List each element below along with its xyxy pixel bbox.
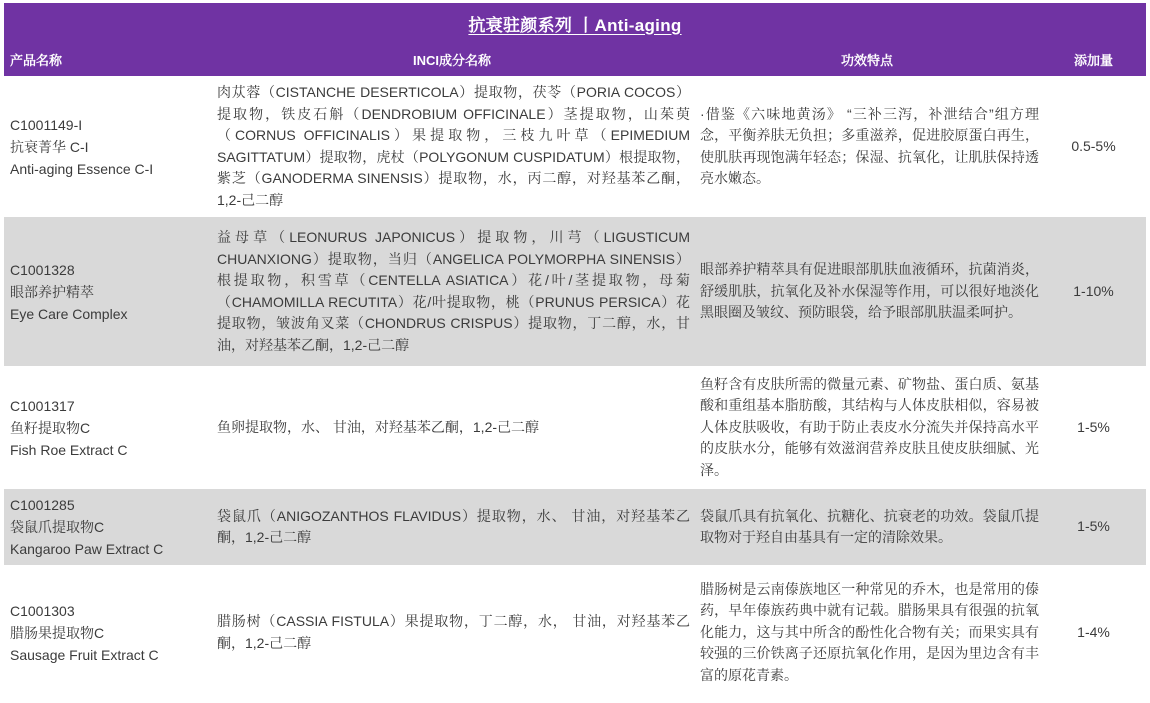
product-name-en: Kangaroo Paw Extract C — [10, 541, 164, 557]
series-title: 抗衰驻颜系列 丨Anti-aging — [468, 15, 682, 35]
column-header-features: 功效特点 — [840, 53, 893, 68]
column-header-dosage: 添加量 — [1073, 53, 1113, 68]
product-name-en: Eye Care Complex — [10, 305, 128, 322]
features-cell: ·借鉴《六味地黄汤》 “三补三泻，补泄结合”组方理念，平衡养肤无负担；多重滋养，促进胶原蛋白再生，使肌肤再现饱满年轻态；保湿、抗氧化，让肌肤保持透亮水嫩态。 — [700, 105, 1039, 186]
features-cell: 袋鼠爪具有抗氧化、抗糖化、抗衰老的功效。袋鼠爪提取物对于羟自由基具有一定的清除效果。 — [700, 507, 1039, 545]
series-title-band — [4, 3, 1146, 43]
table-row — [4, 489, 1146, 565]
product-name-cn: 眼部养护精萃 — [10, 283, 94, 300]
dosage-cell: 1-4% — [1077, 623, 1110, 640]
product-name-cn: 袋鼠爪提取物C — [10, 519, 105, 535]
column-header-product: 产品名称 — [10, 53, 63, 68]
product-name-en: Anti-aging Essence C-I — [10, 160, 154, 177]
product-code: C1001149-I — [10, 116, 83, 133]
inci-cell: 腊肠树（CASSIA FISTULA）果提取物，丁二醇，水， 甘油，对羟基苯乙酮，1,2-己二醇 — [217, 613, 690, 651]
table-row — [4, 217, 1146, 366]
inci-cell: 袋鼠爪（ANIGOZANTHOS FLAVIDUS）提取物，水、 甘油，对羟基苯乙酮，1,2-己二醇 — [217, 507, 690, 545]
table-row — [4, 366, 1146, 489]
product-name-cell — [4, 395, 211, 461]
inci-cell: 肉苁蓉（CISTANCHE DESERTICOLA）提取物，茯苓（PORIA COCOS）提取物，铁皮石斛（DENDROBIUM OFFICINALE）茎提取物，山茱萸（CORNUS OFFICINALIS）果提取物，三枝九叶草（EPIMEDIUM SAGITTATUM）提取物，虎杖（POLYGONUM CUSPIDATUM）根提取物，紫芝（GANODERMA SINENSIS）提取物，水，丙二醇，对羟基苯乙酮，1,2-己二醇 — [217, 84, 690, 208]
features-cell: 腊肠树是云南傣族地区一种常见的乔木，也是常用的傣药，早年傣族药典中就有记载。腊肠果具有很强的抗氧化能力，这与其中所含的酚性化合物有关；而果实具有较强的三价铁离子还原抗氧化作用，是因为里边含有丰富的原花青素。 — [700, 580, 1039, 683]
table-header — [4, 3, 1146, 76]
dosage-cell: 0.5-5% — [1071, 137, 1116, 154]
product-name-cn: 鱼籽提取物C — [10, 419, 91, 436]
product-name-cn: 抗衰菁华 C-I — [10, 138, 89, 155]
dosage-cell: 1-10% — [1073, 282, 1114, 299]
dosage-cell: 1-5% — [1077, 418, 1110, 435]
product-table — [4, 3, 1146, 700]
product-name-cell — [4, 600, 211, 666]
inci-cell: 鱼卵提取物，水、 甘油，对羟基苯乙酮，1,2-己二醇 — [217, 418, 540, 435]
column-header-row — [4, 43, 1146, 76]
product-name-cn: 腊肠果提取物C — [10, 624, 105, 641]
table-row — [4, 565, 1146, 700]
product-code: C1001303 — [10, 602, 75, 619]
product-code: C1001285 — [10, 497, 75, 513]
dosage-cell: 1-5% — [1077, 518, 1110, 535]
catalog-page — [0, 3, 1150, 703]
product-name-en: Sausage Fruit Extract C — [10, 646, 159, 663]
product-code: C1001317 — [10, 397, 75, 414]
product-code: C1001328 — [10, 261, 75, 278]
column-header-inci: INCI成分名称 — [412, 53, 491, 68]
table-row — [4, 76, 1146, 217]
features-cell: 鱼籽含有皮肤所需的微量元素、矿物盐、蛋白质、氨基酸和重组基本脂肪酸，其结构与人体皮肤相似，容易被人体皮肤吸收，有助于防止表皮水分流失并保持高水平的皮肤水分，能够有效滋润营养皮肤且使皮肤细腻、光泽。 — [700, 375, 1039, 478]
product-name-cell — [4, 494, 211, 560]
product-name-cell — [4, 114, 211, 180]
features-cell: 眼部养护精萃具有促进眼部肌肤血液循环，抗菌消炎，舒缓肌肤，抗氧化及补水保湿等作用，可以很好地淡化黑眼圈及皱纹、预防眼袋，给予眼部肌肤温柔呵护。 — [700, 261, 1039, 321]
product-name-cell — [4, 259, 211, 325]
inci-cell: 益母草（LEONURUS JAPONICUS）提取物，川芎（LIGUSTICUM CHUANXIONG）提取物，当归（ANGELICA POLYMORPHA SINENSIS）根提取物，积雪草（CENTELLA ASIATICA）花/叶/茎提取物，母菊（CHAMOMILLA RECUTITA）花/叶提取物，桃（PRUNUS PERSICA）花提取物，皱波角叉菜（CHONDRUS CRISPUS）提取物，丁二醇，水，甘油，对羟基苯乙酮，1,2-己二醇 — [217, 229, 690, 353]
product-name-en: Fish Roe Extract C — [10, 441, 128, 458]
